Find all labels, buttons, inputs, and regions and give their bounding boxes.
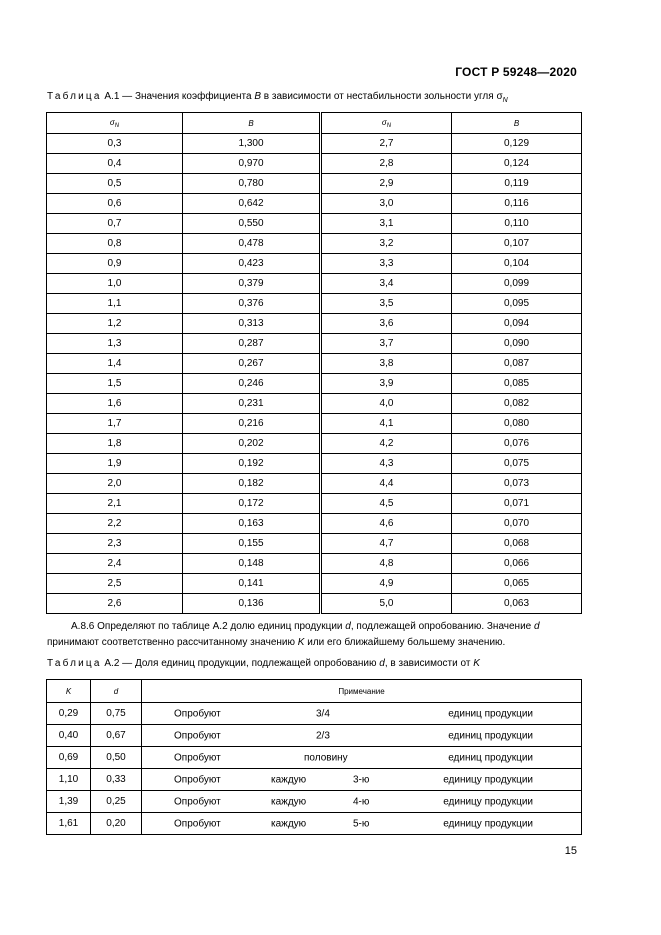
table1-cell: 0,066 [452,554,582,574]
table1-row [47,334,582,354]
note-units: единицу продукции [443,818,533,829]
table1-cell: 3,8 [321,354,452,374]
table1-row [47,134,582,154]
note-each: каждую [271,774,307,785]
table1-cell: 0,550 [183,214,321,234]
table1-row [47,214,582,234]
table2-cell-k: 1,10 [47,769,91,791]
table2-var-d: d [379,658,385,669]
note-each: каждую [271,796,307,807]
table1-cell: 2,3 [47,534,183,554]
table1-cell: 0,155 [183,534,321,554]
table1-sub: N [502,97,508,104]
table1-row [47,254,582,274]
table2-cell-k: 0,69 [47,747,91,769]
table2-cell-d: 0,33 [91,769,142,791]
table1-header-b: B [183,113,321,134]
note-units: единиц продукции [448,752,533,763]
table2-row [47,747,582,769]
para-var-2: d [534,621,540,632]
table1-cell: 0,080 [452,414,582,434]
table2-cell-note [142,813,582,835]
table1-row [47,434,582,454]
table1-cell: 2,8 [321,154,452,174]
table1-cell: 0,094 [452,314,582,334]
table2-header-row [47,680,582,703]
table1-cell: 1,7 [47,414,183,434]
table1-cell: 0,287 [183,334,321,354]
para-var-1: d [345,621,351,632]
table2-cell-d: 0,67 [91,725,142,747]
table1-cell: 2,5 [47,574,183,594]
table1-cell: 0,124 [452,154,582,174]
table1-row [47,414,582,434]
table1-header-sigma: $\sigma_N$ [47,113,183,134]
table1-label: Таблица [47,91,102,102]
table1-row [47,474,582,494]
table1-cell: 0,068 [452,534,582,554]
table1-cell: 0,5 [47,174,183,194]
table1-row [47,574,582,594]
note-units: единицу продукции [443,774,533,785]
table1-cell: 0,099 [452,274,582,294]
table1-cell: 2,0 [47,474,183,494]
table1-cell: 4,2 [321,434,452,454]
table1-cell: 0,313 [183,314,321,334]
note-units: единицу продукции [443,796,533,807]
table1-cell: 1,2 [47,314,183,334]
page-number: 15 [564,845,577,857]
table2-header-d: d [91,680,142,703]
document-id: ГОСТ Р 59248—2020 [455,65,577,79]
table2-cell-k: 1,61 [47,813,91,835]
table1-row [47,494,582,514]
table2-row [47,703,582,725]
table1-row [47,394,582,414]
table1-cell: 0,141 [183,574,321,594]
table1-cell: 3,0 [321,194,452,214]
table1-header-row [47,113,582,134]
para-text-2: , подлежащей опробованию. Значение [350,621,532,632]
note-ordinal: 5-ю [353,818,370,829]
table2-number: А.2 — Доля единиц продукции, подлежащей опробованию [104,658,377,669]
table1-cell: 0,246 [183,374,321,394]
table1-cell: 3,2 [321,234,452,254]
note-action: Опробуют [174,818,221,829]
table1-cell: 0,110 [452,214,582,234]
table2-cell-d: 0,20 [91,813,142,835]
table1-cell: 1,9 [47,454,183,474]
table1-cell: 0,478 [183,234,321,254]
note-action: Опробуют [174,774,221,785]
table1-cell: 0,642 [183,194,321,214]
table1-cell: 0,182 [183,474,321,494]
table1-cell: 1,1 [47,294,183,314]
table2-cell-d: 0,75 [91,703,142,725]
table1-cell: 0,9 [47,254,183,274]
table1-cell: 2,1 [47,494,183,514]
table1-cell: 4,5 [321,494,452,514]
table2-header-note: Примечание [142,680,582,703]
table1-cell: 0,192 [183,454,321,474]
table1-cell: 0,076 [452,434,582,454]
table1-cell: 0,8 [47,234,183,254]
note-fraction: 2/3 [316,730,330,741]
table1-cell: 0,4 [47,154,183,174]
para-var-3: K [297,637,305,648]
table1-cell: 2,2 [47,514,183,534]
table1-row [47,294,582,314]
table1-cell: 0,780 [183,174,321,194]
table1-cell: 0,136 [183,594,321,614]
table1-cell: 3,3 [321,254,452,274]
table1-cell: 1,4 [47,354,183,374]
table2-row [47,791,582,813]
note-units: единиц продукции [448,730,533,741]
note-fraction: половину [304,752,348,763]
table1-cell: 0,070 [452,514,582,534]
table2-cell-k: 1,39 [47,791,91,813]
table1-row [47,594,582,614]
table1-cell: 0,231 [183,394,321,414]
table1-cell: 0,267 [183,354,321,374]
table1-cell: 4,7 [321,534,452,554]
table1-cell: 1,8 [47,434,183,454]
table1-cell: 0,107 [452,234,582,254]
note-ordinal: 4-ю [353,796,370,807]
table1-cell: 0,7 [47,214,183,234]
note-units: единиц продукции [448,708,533,719]
note-each: каждую [271,818,307,829]
table2-cell-note [142,791,582,813]
table2-var-k: K [473,658,480,669]
table1-cell: 4,3 [321,454,452,474]
table1-cell: 1,300 [183,134,321,154]
table2-row [47,725,582,747]
table1-cell: 0,376 [183,294,321,314]
note-action: Опробуют [174,708,221,719]
table1-cell: 1,0 [47,274,183,294]
table2-cell-k: 0,40 [47,725,91,747]
table1-row [47,354,582,374]
table-a2 [46,679,582,835]
table1-row [47,514,582,534]
table1-header-b-2: B [452,113,582,134]
table1-cell: 0,379 [183,274,321,294]
table1-cell: 0,6 [47,194,183,214]
table1-cell: 0,087 [452,354,582,374]
table1-row [47,194,582,214]
table1-cell: 0,148 [183,554,321,574]
table1-cell: 0,075 [452,454,582,474]
table1-row [47,554,582,574]
table1-cell: 3,6 [321,314,452,334]
table1-cell: 0,090 [452,334,582,354]
table1-row [47,174,582,194]
note-action: Опробуют [174,730,221,741]
note-action: Опробуют [174,752,221,763]
table1-cell: 5,0 [321,594,452,614]
para-text-1: А.8.6 Определяют по таблице А.2 долю единиц продукции [71,621,343,632]
table1-cell: 1,6 [47,394,183,414]
table1-cell: 3,7 [321,334,452,354]
table1-cell: 3,9 [321,374,452,394]
note-fraction: 3/4 [316,708,330,719]
table1-cell: 0,163 [183,514,321,534]
table2-mid: , в зависимости от [384,658,471,669]
table1-cell: 0,202 [183,434,321,454]
table2-cell-note [142,747,582,769]
table1-cell: 1,3 [47,334,183,354]
table1-cell: 2,6 [47,594,183,614]
table1-cell: 4,0 [321,394,452,414]
table1-cell: 4,8 [321,554,452,574]
table1-cell: 3,4 [321,274,452,294]
table1-rest: в зависимости от нестабильности зольности угля σ [263,91,503,102]
table2-row [47,769,582,791]
table1-cell: 0,063 [452,594,582,614]
table1-row [47,314,582,334]
table1-row [47,534,582,554]
paragraph-a86 [47,619,582,651]
table1-cell: 0,172 [183,494,321,514]
table1-row [47,374,582,394]
table1-row [47,454,582,474]
table1-cell: 0,085 [452,374,582,394]
table1-cell: 2,9 [321,174,452,194]
table2-cell-k: 0,29 [47,703,91,725]
table1-row [47,234,582,254]
table1-row [47,154,582,174]
table1-cell: 3,5 [321,294,452,314]
table2-cell-d: 0,50 [91,747,142,769]
table2-row [47,813,582,835]
table1-cell: 0,970 [183,154,321,174]
table2-cell-note [142,725,582,747]
note-ordinal: 3-ю [353,774,370,785]
table2-cell-note [142,769,582,791]
table1-cell: 4,1 [321,414,452,434]
table1-cell: 4,6 [321,514,452,534]
note-action: Опробуют [174,796,221,807]
table1-cell: 4,9 [321,574,452,594]
para-text-4: или его ближайшему большему значению. [307,637,506,648]
table1-cell: 0,095 [452,294,582,314]
table1-cell: 0,3 [47,134,183,154]
para-text-3: принимают соответственно рассчитанному значению [47,637,296,648]
table1-cell: 1,5 [47,374,183,394]
table1-cell: 0,216 [183,414,321,434]
table1-header-sigma-2: $\sigma_N$ [321,113,452,134]
table1-cell: 0,116 [452,194,582,214]
table2-label: Таблица [47,658,102,669]
table1-cell: 2,4 [47,554,183,574]
table1-caption [47,91,508,104]
table1-cell: 0,104 [452,254,582,274]
table1-cell: 0,129 [452,134,582,154]
table1-cell: 3,1 [321,214,452,234]
table2-cell-d: 0,25 [91,791,142,813]
table1-var: B [254,91,262,102]
table1-cell: 0,082 [452,394,582,414]
table1-row [47,274,582,294]
table1-cell: 0,073 [452,474,582,494]
table1-cell: 4,4 [321,474,452,494]
table2-caption [47,658,480,669]
table1-number: А.1 — Значения коэффициента [104,91,252,102]
table1-cell: 0,119 [452,174,582,194]
table2-cell-note [142,703,582,725]
table1-cell: 0,071 [452,494,582,514]
table-a1 [46,112,582,614]
table2-header-k: K [47,680,91,703]
table1-cell: 2,7 [321,134,452,154]
table1-cell: 0,065 [452,574,582,594]
table1-cell: 0,423 [183,254,321,274]
